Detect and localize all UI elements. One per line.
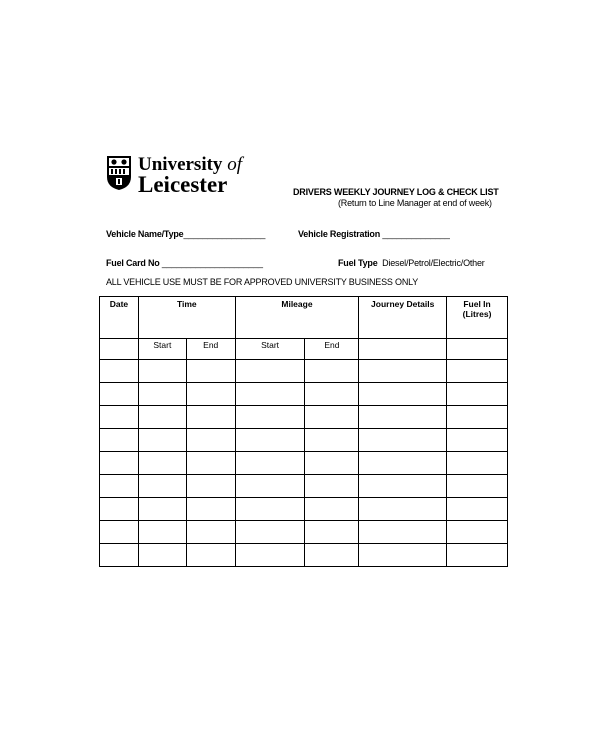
- subheader-mileage-end: End: [305, 339, 359, 360]
- subheader-empty: [359, 339, 447, 360]
- table-row: [100, 406, 508, 429]
- cell-journey-details[interactable]: [359, 360, 447, 383]
- university-crest-icon: [106, 155, 132, 191]
- header-fuel-in: Fuel In (Litres): [447, 297, 508, 339]
- cell-fuel-in[interactable]: [447, 383, 508, 406]
- cell-date[interactable]: [100, 544, 139, 567]
- cell-journey-details[interactable]: [359, 475, 447, 498]
- table-body: [100, 360, 508, 567]
- subheader-empty: [100, 339, 139, 360]
- cell-mileage-start[interactable]: [235, 383, 305, 406]
- cell-mileage-start[interactable]: [235, 544, 305, 567]
- cell-mileage-end[interactable]: [305, 498, 359, 521]
- cell-mileage-end[interactable]: [305, 383, 359, 406]
- cell-time-start[interactable]: [138, 544, 186, 567]
- table-row: [100, 452, 508, 475]
- cell-time-end[interactable]: [186, 383, 235, 406]
- cell-mileage-end[interactable]: [305, 475, 359, 498]
- document-subtitle: (Return to Line Manager at end of week): [338, 198, 492, 208]
- usage-notice: ALL VEHICLE USE MUST BE FOR APPROVED UNIVERSITY BUSINESS ONLY: [106, 277, 419, 287]
- vehicle-name-field[interactable]: [106, 229, 265, 239]
- cell-fuel-in[interactable]: [447, 521, 508, 544]
- vehicle-registration-label: Vehicle Registration: [298, 229, 381, 239]
- cell-fuel-in[interactable]: [447, 406, 508, 429]
- cell-time-end[interactable]: [186, 406, 235, 429]
- cell-time-end[interactable]: [186, 544, 235, 567]
- table-row: [100, 360, 508, 383]
- cell-time-end[interactable]: [186, 521, 235, 544]
- cell-mileage-start[interactable]: [235, 475, 305, 498]
- cell-date[interactable]: [100, 475, 139, 498]
- cell-time-start[interactable]: [138, 452, 186, 475]
- table-row: [100, 544, 508, 567]
- cell-journey-details[interactable]: [359, 544, 447, 567]
- cell-time-end[interactable]: [186, 452, 235, 475]
- cell-journey-details[interactable]: [359, 383, 447, 406]
- cell-fuel-in[interactable]: [447, 452, 508, 475]
- cell-mileage-end[interactable]: [305, 360, 359, 383]
- fuel-card-label: Fuel Card No: [106, 258, 160, 268]
- cell-time-start[interactable]: [138, 383, 186, 406]
- cell-time-start[interactable]: [138, 498, 186, 521]
- table-header-row: [100, 297, 508, 339]
- vehicle-registration-blank[interactable]: ______________: [382, 229, 450, 239]
- cell-time-end[interactable]: [186, 498, 235, 521]
- table-row: [100, 521, 508, 544]
- cell-journey-details[interactable]: [359, 452, 447, 475]
- journey-log-table: [99, 296, 508, 567]
- table-row: [100, 475, 508, 498]
- cell-fuel-in[interactable]: [447, 498, 508, 521]
- subheader-time-end: End: [186, 339, 235, 360]
- cell-journey-details[interactable]: [359, 498, 447, 521]
- cell-time-start[interactable]: [138, 429, 186, 452]
- cell-time-end[interactable]: [186, 429, 235, 452]
- cell-fuel-in[interactable]: [447, 544, 508, 567]
- cell-date[interactable]: [100, 383, 139, 406]
- fuel-type-field: [338, 258, 485, 268]
- cell-mileage-end[interactable]: [305, 544, 359, 567]
- subheader-time-start: Start: [138, 339, 186, 360]
- vehicle-registration-field[interactable]: [298, 229, 450, 239]
- table-row: [100, 429, 508, 452]
- vehicle-name-blank[interactable]: _________________: [183, 229, 266, 239]
- document-title: DRIVERS WEEKLY JOURNEY LOG & CHECK LIST: [293, 187, 499, 197]
- cell-journey-details[interactable]: [359, 406, 447, 429]
- cell-mileage-start[interactable]: [235, 521, 305, 544]
- cell-mileage-start[interactable]: [235, 429, 305, 452]
- header-time: Time: [138, 297, 235, 339]
- logo-line-1: University of: [138, 154, 242, 175]
- cell-time-start[interactable]: [138, 475, 186, 498]
- subheader-empty: [447, 339, 508, 360]
- logo-line-2: Leicester: [138, 172, 228, 197]
- fuel-card-blank[interactable]: _____________________: [161, 258, 263, 268]
- cell-time-start[interactable]: [138, 521, 186, 544]
- cell-time-start[interactable]: [138, 406, 186, 429]
- cell-journey-details[interactable]: [359, 521, 447, 544]
- cell-date[interactable]: [100, 498, 139, 521]
- cell-date[interactable]: [100, 406, 139, 429]
- cell-fuel-in[interactable]: [447, 475, 508, 498]
- cell-mileage-start[interactable]: [235, 406, 305, 429]
- cell-mileage-start[interactable]: [235, 452, 305, 475]
- header-date: Date: [100, 297, 139, 339]
- cell-mileage-start[interactable]: [235, 360, 305, 383]
- university-logo: [106, 155, 242, 196]
- fuel-type-options: Diesel/Petrol/Electric/Other: [382, 258, 485, 268]
- cell-mileage-end[interactable]: [305, 452, 359, 475]
- cell-date[interactable]: [100, 429, 139, 452]
- fuel-type-label: Fuel Type: [338, 258, 378, 268]
- cell-journey-details[interactable]: [359, 429, 447, 452]
- fuel-card-field[interactable]: [106, 258, 263, 268]
- cell-mileage-end[interactable]: [305, 429, 359, 452]
- cell-date[interactable]: [100, 521, 139, 544]
- cell-time-end[interactable]: [186, 360, 235, 383]
- subheader-mileage-start: Start: [235, 339, 305, 360]
- header-journey-details: Journey Details: [359, 297, 447, 339]
- cell-mileage-start[interactable]: [235, 498, 305, 521]
- table-row: [100, 383, 508, 406]
- cell-mileage-end[interactable]: [305, 521, 359, 544]
- table-row: [100, 498, 508, 521]
- cell-date[interactable]: [100, 360, 139, 383]
- vehicle-name-label: Vehicle Name/Type: [106, 229, 184, 239]
- cell-mileage-end[interactable]: [305, 406, 359, 429]
- cell-time-end[interactable]: [186, 475, 235, 498]
- header-mileage: Mileage: [235, 297, 359, 339]
- table-subheader-row: [100, 339, 508, 360]
- cell-time-start[interactable]: [138, 360, 186, 383]
- cell-fuel-in[interactable]: [447, 360, 508, 383]
- cell-date[interactable]: [100, 452, 139, 475]
- cell-fuel-in[interactable]: [447, 429, 508, 452]
